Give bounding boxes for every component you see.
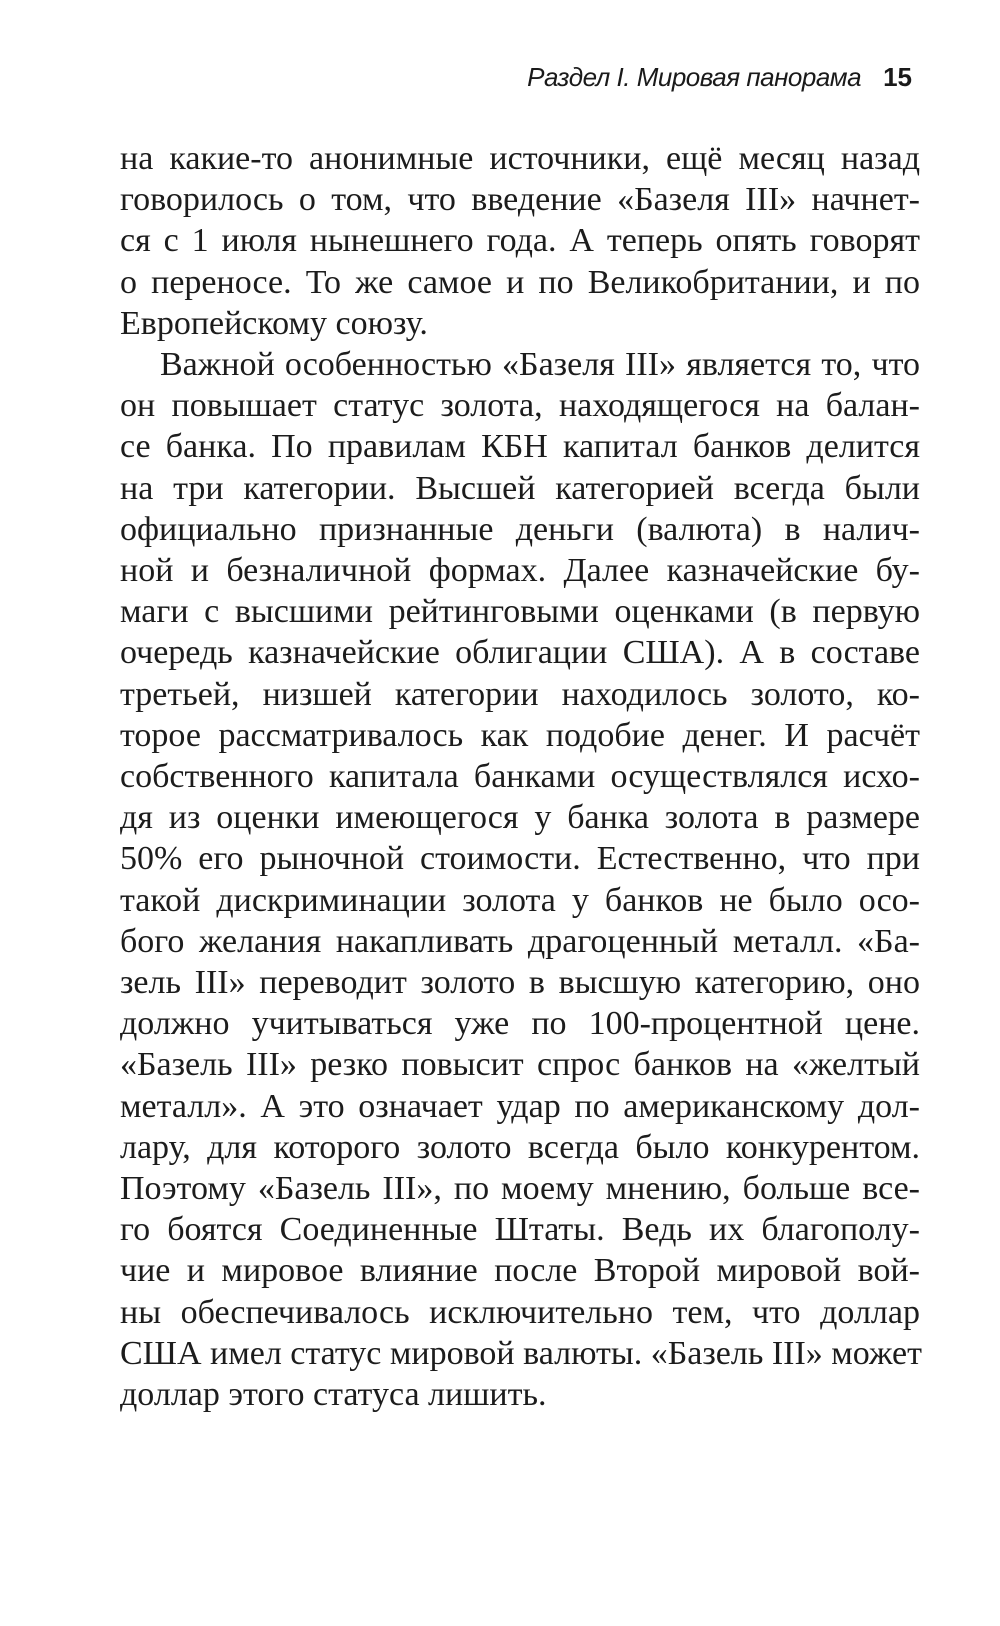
text-line: торое рассматривалось как подобие денег. И расчёт (120, 716, 920, 754)
text-line: маги с высшими рейтинговыми оценками (в первую (120, 593, 920, 631)
text-line: официально признанные деньги (валюта) в налич- (120, 510, 920, 548)
paragraph-continuation (120, 138, 920, 344)
text-line: го боятся Соединенные Штаты. Ведь их благополу- (120, 1211, 920, 1249)
text-line: зель III» переводит золото в высшую категорию, оно (120, 964, 920, 1002)
text-line: он повышает статус золота, находящегося на балан- (120, 387, 920, 425)
text-line: Европейскому союзу. (120, 304, 428, 342)
text-line: США имел статус мировой валюты. «Базель III» может (120, 1334, 922, 1372)
text-line: говорилось о том, что введение «Базеля III» начнет- (120, 181, 920, 219)
paragraph-basel-gold (120, 344, 920, 1415)
text-line: собственного капитала банками осуществлялся исхо- (120, 758, 920, 796)
text-line: ны обеспечивалось исключительно тем, что доллар (120, 1293, 920, 1331)
text-line: бого желания накапливать драгоценный металл. «Ба- (120, 922, 920, 960)
text-line: на три категории. Высшей категорией всегда были (120, 469, 920, 507)
text-line: «Базель III» резко повысит спрос банков на «желтый (120, 1046, 920, 1084)
text-line: дя из оценки имеющегося у банка золота в размере (120, 799, 920, 837)
text-line: должно учитываться уже по 100-процентной цене. (120, 1005, 920, 1043)
text-line: 50% его рыночной стоимости. Естественно, что при (120, 840, 920, 878)
text-line: лару, для которого золото всегда было конкурентом. (120, 1128, 920, 1166)
text-line: ся с 1 июля нынешнего года. А теперь опять говорят (120, 222, 920, 260)
text-line: третьей, низшей категории находилось золото, ко- (120, 675, 920, 713)
section-title: Раздел I. Мировая панорама (527, 62, 862, 92)
text-line: о переносе. То же самое и по Великобритании, и по (120, 263, 920, 301)
text-line: на какие-то анонимные источники, ещё месяц назад (120, 140, 920, 177)
text-line: такой дискриминации золота у банков не было осо- (120, 881, 920, 919)
text-line: доллар этого статуса лишить. (120, 1376, 547, 1414)
text-line: очередь казначейские облигации США). А в составе (120, 634, 920, 672)
text-line: Важной особенностью «Базеля III» является то, что (160, 346, 920, 384)
body-text (120, 138, 920, 1415)
page-number: 15 (883, 62, 912, 92)
text-line: ной и безналичной формах. Далее казначейские бу- (120, 552, 920, 590)
text-line: се банка. По правилам КБН капитал банков делится (120, 428, 920, 466)
running-header (527, 62, 912, 93)
text-line: металл». А это означает удар по американскому дол- (120, 1087, 920, 1125)
text-line: Поэтому «Базель III», по моему мнению, больше все- (120, 1170, 920, 1208)
text-line: чие и мировое влияние после Второй мировой вой- (120, 1252, 920, 1290)
